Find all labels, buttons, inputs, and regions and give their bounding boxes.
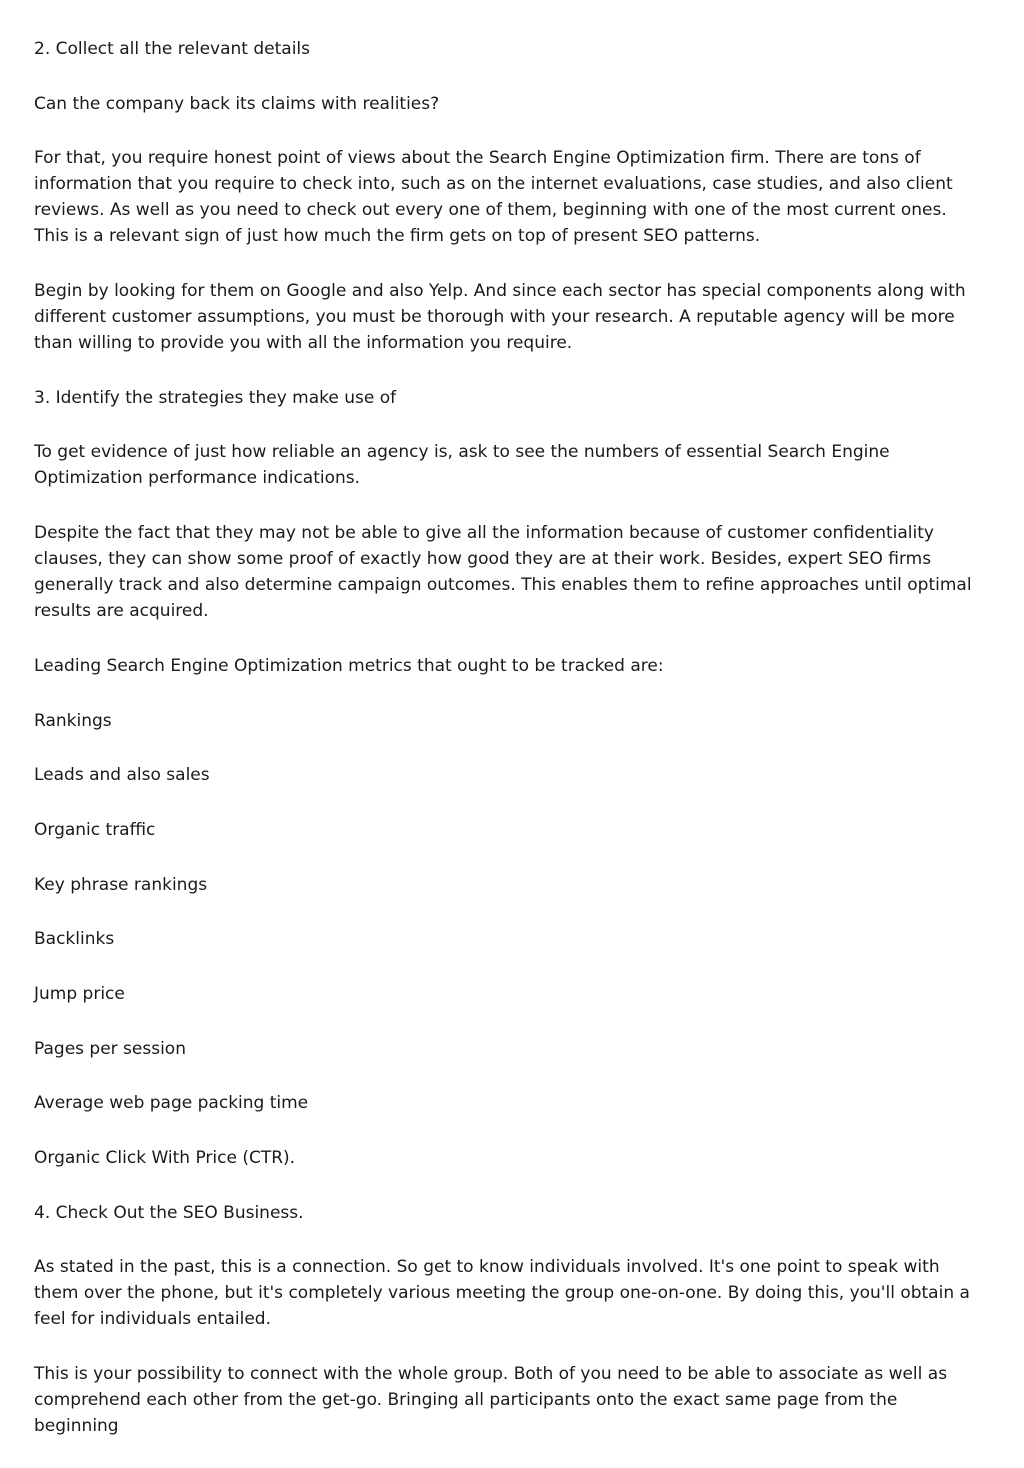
metric-item: Jump price — [34, 983, 125, 1004]
paragraph: Despite the fact that they may not be able to give all the information because of customer confidentiality clauses, they can show some proof of exactly how good they are at their work. Besides, expert SEO firms generally track and also determine campaign outcomes. This enables them to refine approaches until optimal results are acquired. — [34, 523, 972, 622]
section-heading-identify-strategies: 3. Identify the strategies they make use of — [34, 387, 397, 408]
metric-item: Pages per session — [34, 1038, 186, 1059]
paragraph: Leading Search Engine Optimization metrics that ought to be tracked are: — [34, 655, 664, 676]
paragraph: This is your possibility to connect with the whole group. Both of you need to be able to associate as well as comprehend each other from the get-go. Bringing all participants onto the exact same page from the beginning — [34, 1364, 948, 1437]
document-body — [34, 36, 986, 1468]
metric-item: Rankings — [34, 710, 112, 731]
paragraph: For that, you require honest point of views about the Search Engine Optimization firm. There are tons of information that you require to check into, such as on the internet evaluations, case studies, and also client reviews. As well as you need to check out every one of them, beginning with one of the most current ones. This is a relevant sign of just how much the firm gets on top of present SEO patterns. — [34, 148, 953, 247]
metric-item: Key phrase rankings — [34, 874, 208, 895]
metric-item: Average web page packing time — [34, 1093, 309, 1114]
section-heading-collect-details: 2. Collect all the relevant details — [34, 39, 311, 59]
paragraph: Begin by looking for them on Google and also Yelp. And since each sector has special components along with different customer assumptions, you must be thorough with your research. A reputable agency will be more than willing to provide you with all the information you require. — [34, 281, 966, 354]
paragraph: Can the company back its claims with realities? — [34, 93, 440, 114]
metric-item: Leads and also sales — [34, 765, 210, 786]
metric-item: Backlinks — [34, 929, 115, 950]
section-heading-check-out-business: 4. Check Out the SEO Business. — [34, 1202, 304, 1223]
metric-item: Organic traffic — [34, 819, 156, 840]
metric-item: Organic Click With Price (CTR). — [34, 1148, 296, 1168]
paragraph: As stated in the past, this is a connection. So get to know individuals involved. It's one point to speak with them over the phone, but it's completely various meeting the group one-on-one. By doing this, you'll obtain a feel for individuals entailed. — [34, 1257, 970, 1330]
paragraph: To get evidence of just how reliable an agency is, ask to see the numbers of essential Search Engine Optimization performance indications. — [34, 442, 890, 489]
